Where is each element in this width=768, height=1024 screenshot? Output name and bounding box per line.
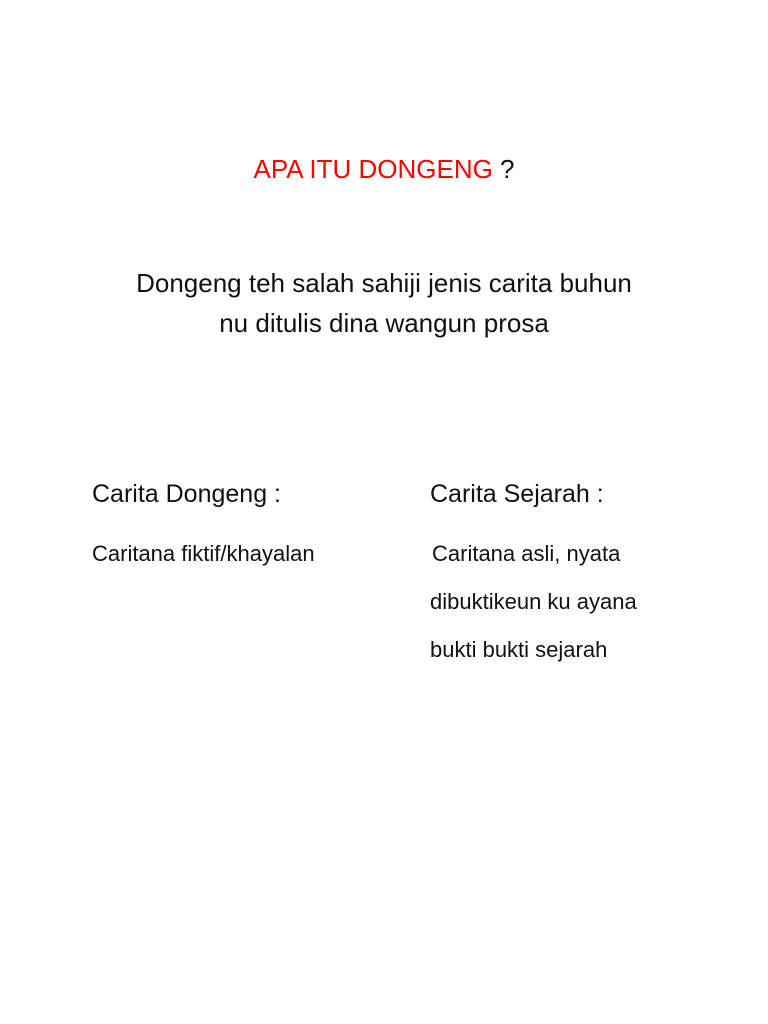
definition-paragraph xyxy=(40,263,728,343)
column-line: Caritana asli, nyata xyxy=(432,541,621,566)
title-question-mark: ? xyxy=(492,154,515,184)
page-title xyxy=(0,152,768,186)
column-carita-sejarah xyxy=(430,478,730,674)
column-heading: Carita Sejarah : xyxy=(430,480,604,508)
title-highlight: APA ITU DONGENG xyxy=(253,154,493,184)
column-carita-dongeng xyxy=(92,478,392,578)
column-line: dibuktikeun ku ayana xyxy=(430,589,637,614)
column-heading: Carita Dongeng : xyxy=(92,480,282,508)
column-line: Caritana fiktif/khayalan xyxy=(92,541,315,566)
definition-line: Dongeng teh salah sahiji jenis carita buhun xyxy=(136,268,632,298)
column-line: bukti bukti sejarah xyxy=(430,637,608,662)
definition-line: nu ditulis dina wangun prosa xyxy=(219,308,549,338)
